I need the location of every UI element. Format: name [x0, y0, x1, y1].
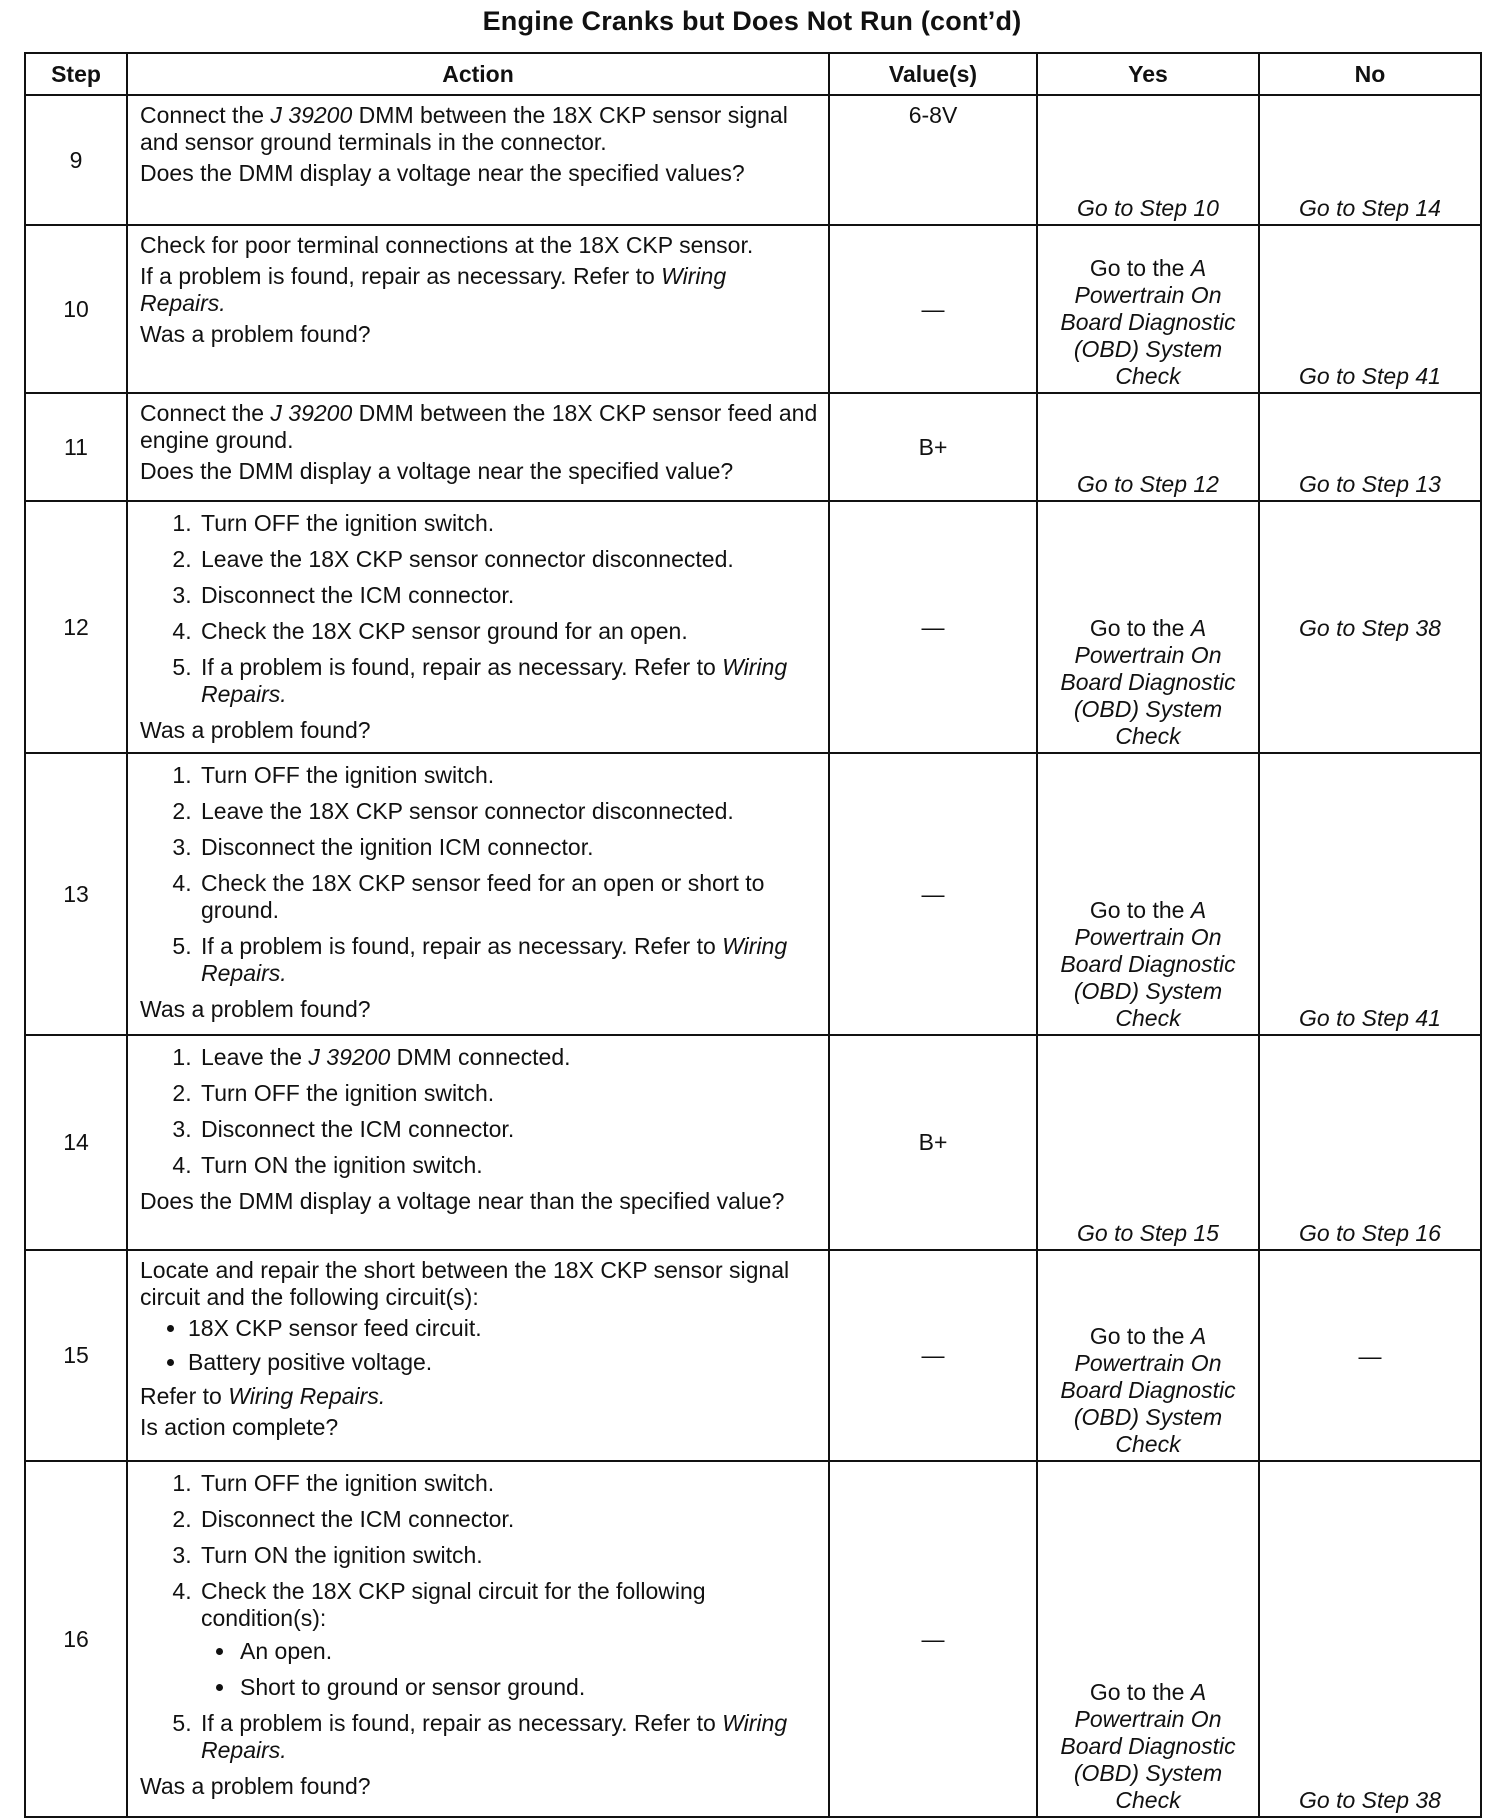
header-step: Step [25, 53, 127, 95]
list-item: 1. Turn OFF the ignition switch. [198, 762, 818, 789]
action-list [140, 1044, 818, 1179]
action-question: Was a problem found? [140, 1773, 371, 1799]
table-row [25, 1250, 1481, 1461]
list-item: 4. Check the 18X CKP sensor ground for an open. [198, 618, 818, 645]
list-item: 3. Disconnect the ICM connector. [198, 1116, 818, 1143]
list-item: • Short to ground or sensor ground. [237, 1674, 818, 1701]
list-item: 5. If a problem is found, repair as necessary. Refer to Wiring Repairs. [198, 654, 818, 708]
no-cell: — [1259, 1250, 1481, 1461]
step-number: 13 [25, 753, 127, 1035]
list-item: 3. Disconnect the ignition ICM connector. [198, 834, 818, 861]
action-question: Is action complete? [140, 1414, 339, 1440]
action-text: Connect the J 39200 DMM between the 18X CKP sensor feed and engine ground. [140, 400, 818, 453]
page-title: Engine Cranks but Does Not Run (cont’d) [482, 6, 1022, 36]
no-cell: Go to Step 16 [1259, 1035, 1481, 1250]
list-item: 2. Disconnect the ICM connector. [198, 1506, 818, 1533]
no-cell: Go to Step 38 [1259, 1461, 1481, 1817]
value-cell: — [829, 753, 1037, 1035]
action-list [140, 1470, 818, 1764]
list-item: 1. Leave the J 39200 DMM connected. [198, 1044, 818, 1071]
wiring-repairs-ref: Wiring Repairs. [201, 654, 788, 707]
header-no: No [1259, 53, 1481, 95]
list-item: 2. Turn OFF the ignition switch. [198, 1080, 818, 1107]
circuit-list [140, 1315, 818, 1376]
tool-ref: J 39200 [270, 400, 353, 426]
yes-cell: Go to the A Powertrain On Board Diagnostic (OBD) System Check [1037, 225, 1259, 393]
list-item: 3. Disconnect the ICM connector. [198, 582, 818, 609]
list-item: 5. If a problem is found, repair as necessary. Refer to Wiring Repairs. [198, 1710, 818, 1764]
action-question: Does the DMM display a voltage near the specified value? [140, 458, 734, 484]
action-question: Does the DMM display a voltage near the specified values? [140, 160, 745, 186]
list-item: 5. If a problem is found, repair as necessary. Refer to Wiring Repairs. [198, 933, 818, 987]
wiring-repairs-ref: Wiring Repairs. [228, 1383, 386, 1409]
value-cell: 6-8V [829, 95, 1037, 225]
value-cell: — [829, 501, 1037, 753]
list-item: 4. Turn ON the ignition switch. [198, 1152, 818, 1179]
list-item: 2. Leave the 18X CKP sensor connector disconnected. [198, 798, 818, 825]
action-question: Was a problem found? [140, 321, 371, 347]
yes-cell: Go to the A Powertrain On Board Diagnostic (OBD) System Check [1037, 753, 1259, 1035]
action-cell [127, 95, 829, 225]
step-number: 9 [25, 95, 127, 225]
value-cell: — [829, 1461, 1037, 1817]
yes-cell: Go to Step 15 [1037, 1035, 1259, 1250]
list-item: 1. Turn OFF the ignition switch. [198, 1470, 818, 1497]
diagnostic-table [24, 52, 1482, 1818]
yes-cell: Go to Step 10 [1037, 95, 1259, 225]
value-cell: B+ [829, 1035, 1037, 1250]
value-cell: B+ [829, 393, 1037, 501]
no-cell: Go to Step 41 [1259, 753, 1481, 1035]
no-cell: Go to Step 38 [1259, 501, 1481, 753]
step-number: 14 [25, 1035, 127, 1250]
tool-ref: J 39200 [270, 102, 353, 128]
action-list [140, 762, 818, 987]
condition-list [201, 1638, 818, 1701]
no-cell: Go to Step 14 [1259, 95, 1481, 225]
header-yes: Yes [1037, 53, 1259, 95]
table-row [25, 753, 1481, 1035]
no-cell: Go to Step 13 [1259, 393, 1481, 501]
action-list [140, 510, 818, 708]
value-cell: — [829, 225, 1037, 393]
tool-ref: J 39200 [308, 1044, 391, 1070]
action-cell [127, 393, 829, 501]
action-cell [127, 1250, 829, 1461]
yes-cell: Go to the A Powertrain On Board Diagnostic (OBD) System Check [1037, 1250, 1259, 1461]
header-values: Value(s) [829, 53, 1037, 95]
list-item: 2. Leave the 18X CKP sensor connector disconnected. [198, 546, 818, 573]
step-number: 11 [25, 393, 127, 501]
wiring-repairs-ref: Wiring Repairs. [201, 933, 788, 986]
list-item: 4. Check the 18X CKP signal circuit for the following condition(s): • An open. • Short to ground or sensor ground. [198, 1578, 818, 1701]
list-item: • Battery positive voltage. [188, 1349, 818, 1376]
action-cell [127, 753, 829, 1035]
step-number: 15 [25, 1250, 127, 1461]
table-row [25, 225, 1481, 393]
step-number: 10 [25, 225, 127, 393]
action-text: Locate and repair the short between the 18X CKP sensor signal circuit and the following circuit(s): [140, 1257, 790, 1310]
yes-cell: Go to the A Powertrain On Board Diagnostic (OBD) System Check [1037, 501, 1259, 753]
value-cell: — [829, 1250, 1037, 1461]
action-cell [127, 225, 829, 393]
yes-cell: Go to Step 12 [1037, 393, 1259, 501]
table-row [25, 95, 1481, 225]
action-question: Does the DMM display a voltage near than the specified value? [140, 1188, 785, 1214]
action-question: Was a problem found? [140, 717, 371, 743]
action-text: Refer to Wiring Repairs. [140, 1383, 386, 1409]
step-number: 12 [25, 501, 127, 753]
yes-cell: Go to the A Powertrain On Board Diagnostic (OBD) System Check [1037, 1461, 1259, 1817]
wiring-repairs-ref: Wiring Repairs. [201, 1710, 788, 1763]
list-item: • 18X CKP sensor feed circuit. [188, 1315, 818, 1342]
action-text: Connect the J 39200 DMM between the 18X CKP sensor signal and sensor ground terminals in the connector. [140, 102, 788, 155]
list-item: 4. Check the 18X CKP sensor feed for an open or short to ground. [198, 870, 818, 924]
no-cell: Go to Step 41 [1259, 225, 1481, 393]
step-number: 16 [25, 1461, 127, 1817]
table-row [25, 393, 1481, 501]
action-cell [127, 1035, 829, 1250]
list-item: 1. Turn OFF the ignition switch. [198, 510, 818, 537]
wiring-repairs-ref: Wiring Repairs. [140, 263, 727, 316]
list-item: 3. Turn ON the ignition switch. [198, 1542, 818, 1569]
action-cell [127, 501, 829, 753]
list-item: • An open. [237, 1638, 818, 1665]
action-question: Was a problem found? [140, 996, 371, 1022]
header-action: Action [127, 53, 829, 95]
action-text: If a problem is found, repair as necessary. Refer to Wiring Repairs. [140, 263, 727, 316]
action-text: Check for poor terminal connections at the 18X CKP sensor. [140, 232, 754, 258]
table-row [25, 501, 1481, 753]
table-row [25, 1035, 1481, 1250]
action-cell [127, 1461, 829, 1817]
table-row [25, 1461, 1481, 1817]
header-row [25, 53, 1481, 95]
